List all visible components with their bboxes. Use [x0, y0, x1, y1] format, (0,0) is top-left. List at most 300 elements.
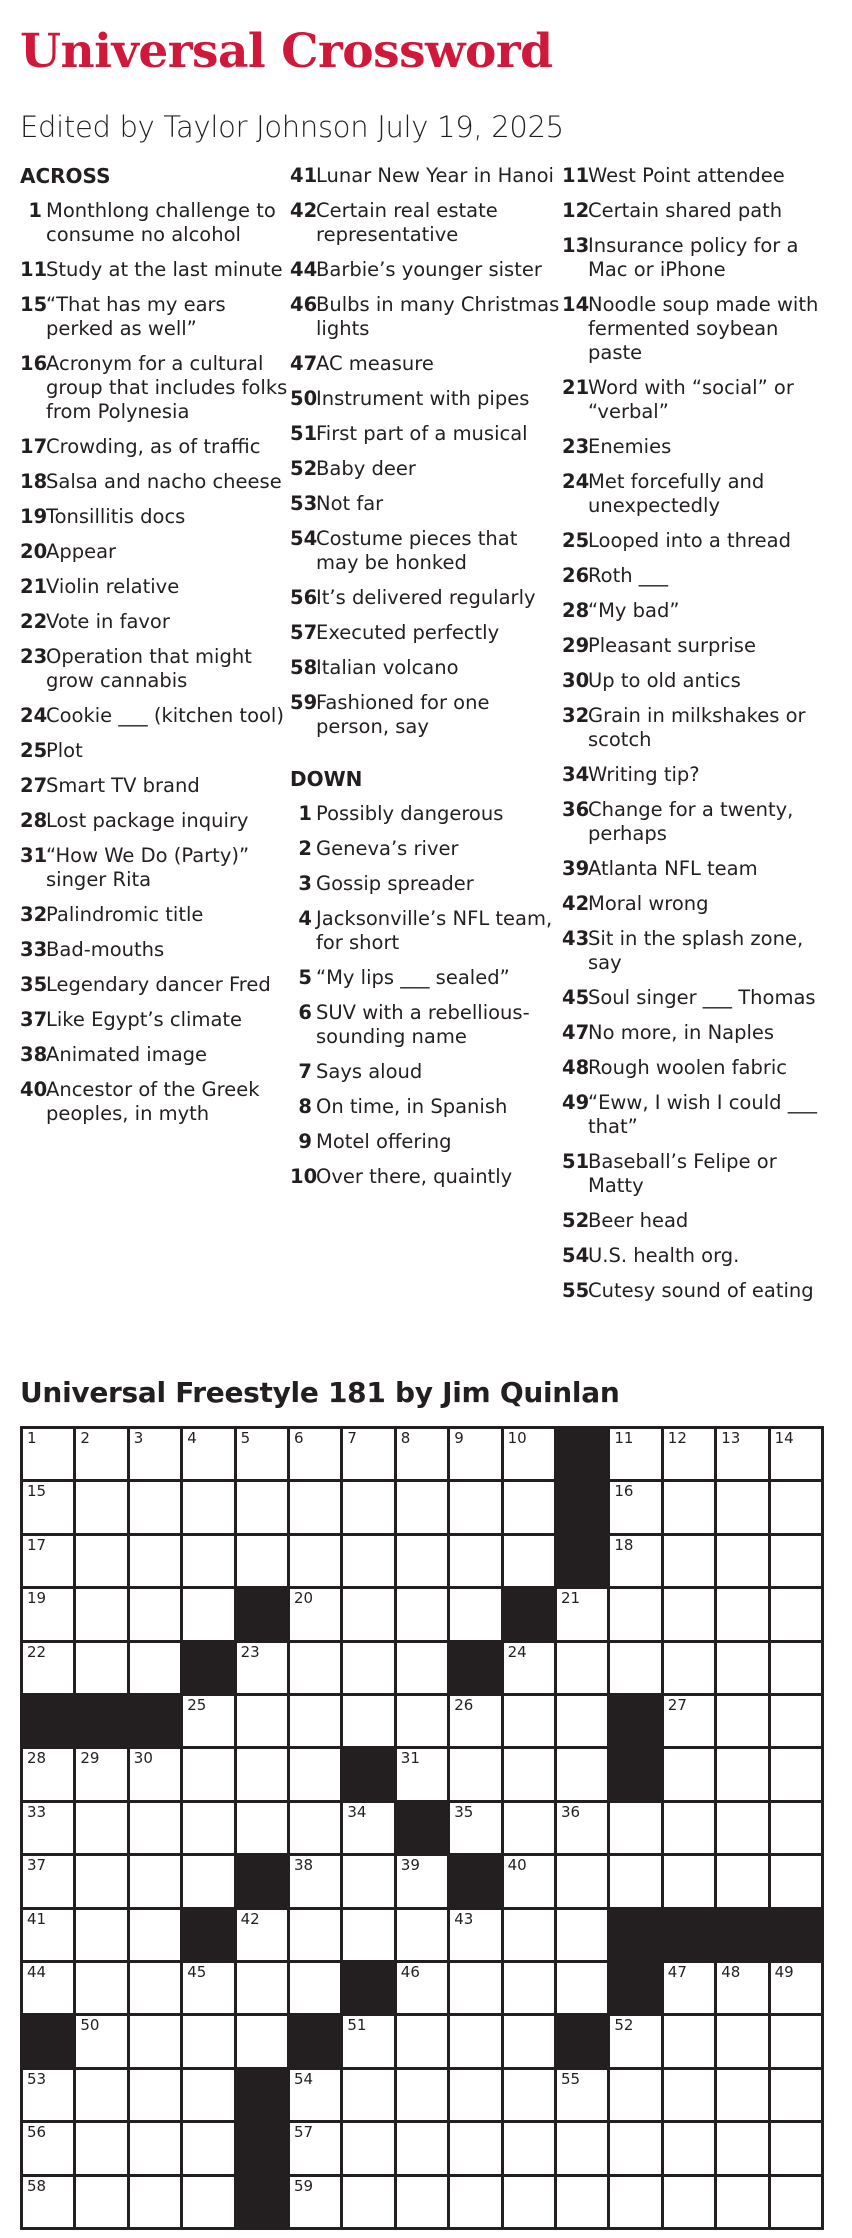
grid-cell[interactable]	[397, 2016, 447, 2066]
grid-cell[interactable]	[343, 2070, 393, 2120]
grid-cell[interactable]	[23, 1536, 73, 1586]
across-clue-57[interactable]	[290, 621, 560, 645]
grid-cell[interactable]	[450, 2070, 500, 2120]
cell-number: 21	[561, 1589, 581, 1608]
grid-cell[interactable]	[664, 1749, 714, 1799]
across-clue-24[interactable]	[20, 704, 290, 728]
grid-cell[interactable]	[504, 2070, 554, 2120]
down-clue-48[interactable]	[562, 1056, 832, 1080]
grid-cell[interactable]	[343, 2177, 393, 2227]
grid-cell[interactable]	[130, 1803, 180, 1853]
across-clue-23[interactable]	[20, 645, 290, 693]
grid-cell[interactable]	[610, 1856, 660, 1906]
grid-cell[interactable]	[183, 1963, 233, 2013]
grid-cell[interactable]	[717, 1803, 767, 1853]
across-clue-50[interactable]	[290, 387, 560, 411]
grid-cell[interactable]	[664, 2177, 714, 2227]
grid-cell[interactable]	[76, 2016, 126, 2066]
clue-text: “That has my ears perked as well”	[46, 293, 226, 340]
down-clue-25[interactable]	[562, 529, 832, 553]
grid-cell[interactable]	[76, 1429, 126, 1479]
clue-text: Geneva’s river	[316, 837, 459, 860]
grid-cell[interactable]	[290, 2070, 340, 2120]
grid-cell[interactable]	[397, 1536, 447, 1586]
grid-cell[interactable]	[717, 1749, 767, 1799]
grid-cell[interactable]	[23, 2177, 73, 2227]
down-clue-39[interactable]	[562, 857, 832, 881]
down-clue-2[interactable]	[290, 837, 560, 861]
across-clue-40[interactable]	[20, 1078, 290, 1126]
grid-cell[interactable]	[717, 2070, 767, 2120]
grid-cell[interactable]	[76, 1910, 126, 1960]
grid-cell[interactable]	[183, 1536, 233, 1586]
grid-cell[interactable]	[290, 1429, 340, 1479]
across-clue-46[interactable]	[290, 293, 560, 341]
down-clue-26[interactable]	[562, 564, 832, 588]
grid-cell[interactable]	[504, 1429, 554, 1479]
grid-cell[interactable]	[450, 1696, 500, 1746]
across-clue-53[interactable]	[290, 492, 560, 516]
clue-number: 40	[20, 1078, 48, 1101]
grid-cell[interactable]	[237, 1429, 287, 1479]
grid-cell[interactable]	[664, 2123, 714, 2173]
grid-cell[interactable]	[557, 2177, 607, 2227]
grid-cell[interactable]	[76, 1749, 126, 1799]
grid-cell[interactable]	[450, 1910, 500, 1960]
grid-cell[interactable]	[557, 2070, 607, 2120]
grid-cell[interactable]	[771, 2177, 821, 2227]
grid-cell[interactable]	[130, 1643, 180, 1693]
grid-cell[interactable]	[183, 2177, 233, 2227]
grid-cell[interactable]	[717, 1429, 767, 1479]
down-clue-49[interactable]	[562, 1091, 832, 1139]
grid-cell[interactable]	[450, 2177, 500, 2227]
grid-cell[interactable]	[450, 1536, 500, 1586]
across-clue-51[interactable]	[290, 422, 560, 446]
across-clue-20[interactable]	[20, 540, 290, 564]
grid-cell[interactable]	[664, 2016, 714, 2066]
grid-cell[interactable]	[76, 1963, 126, 2013]
grid-cell[interactable]	[557, 1749, 607, 1799]
grid-cell[interactable]	[343, 1643, 393, 1693]
down-clue-54[interactable]	[562, 1244, 832, 1268]
grid-cell[interactable]	[23, 1803, 73, 1853]
grid-cell[interactable]	[130, 1429, 180, 1479]
grid-cell[interactable]	[343, 2016, 393, 2066]
cell-number: 20	[294, 1589, 314, 1608]
grid-cell[interactable]	[610, 2123, 660, 2173]
down-clue-34[interactable]	[562, 763, 832, 787]
grid-cell[interactable]	[130, 1910, 180, 1960]
grid-cell[interactable]	[237, 2016, 287, 2066]
grid-cell[interactable]	[183, 2123, 233, 2173]
grid-cell[interactable]	[290, 1696, 340, 1746]
across-clue-37[interactable]	[20, 1008, 290, 1032]
grid-cell[interactable]	[771, 1696, 821, 1746]
grid-cell[interactable]	[343, 1429, 393, 1479]
clue-number: 42	[290, 199, 318, 222]
grid-cell[interactable]	[23, 2123, 73, 2173]
clue-text: Word with “social” or “verbal”	[588, 376, 794, 423]
grid-cell[interactable]	[717, 2016, 767, 2066]
grid-cell[interactable]	[130, 1589, 180, 1639]
down-clue-36[interactable]	[562, 798, 832, 846]
grid-cell[interactable]	[23, 1856, 73, 1906]
grid-cell[interactable]	[343, 1696, 393, 1746]
grid-cell[interactable]	[130, 1856, 180, 1906]
across-clue-42[interactable]	[290, 199, 560, 247]
grid-cell[interactable]	[450, 1963, 500, 2013]
grid-cell[interactable]	[664, 1696, 714, 1746]
grid-cell[interactable]	[76, 2123, 126, 2173]
grid-cell[interactable]	[771, 2016, 821, 2066]
grid-cell[interactable]	[23, 1482, 73, 1532]
grid-cell[interactable]	[183, 1856, 233, 1906]
grid-cell[interactable]	[397, 1429, 447, 1479]
clue-text: Italian volcano	[316, 656, 459, 679]
clue-text: Tonsillitis docs	[46, 505, 186, 528]
grid-cell[interactable]	[557, 1589, 607, 1639]
grid-cell[interactable]	[343, 2123, 393, 2173]
across-clue-16[interactable]	[20, 352, 290, 424]
across-clue-59[interactable]	[290, 691, 560, 739]
grid-cell[interactable]	[23, 1963, 73, 2013]
grid-cell[interactable]	[397, 1589, 447, 1639]
grid-cell[interactable]	[343, 1589, 393, 1639]
grid-cell[interactable]	[290, 1963, 340, 2013]
grid-cell[interactable]	[557, 2123, 607, 2173]
grid-cell[interactable]	[450, 2016, 500, 2066]
down-clue-47[interactable]	[562, 1021, 832, 1045]
grid-cell[interactable]	[183, 1696, 233, 1746]
grid-cell[interactable]	[717, 1643, 767, 1693]
grid-cell[interactable]	[76, 1803, 126, 1853]
grid-cell[interactable]	[130, 2070, 180, 2120]
grid-cell[interactable]	[504, 1482, 554, 1532]
grid-cell[interactable]	[343, 1856, 393, 1906]
grid-cell[interactable]	[397, 2070, 447, 2120]
grid-cell[interactable]	[23, 2070, 73, 2120]
grid-cell[interactable]	[771, 1803, 821, 1853]
grid-cell[interactable]	[664, 1536, 714, 1586]
grid-block	[23, 2016, 73, 2066]
grid-cell[interactable]	[771, 2070, 821, 2120]
grid-cell[interactable]	[397, 1643, 447, 1693]
down-clue-30[interactable]	[562, 669, 832, 693]
cell-number: 29	[80, 1749, 100, 1768]
grid-cell[interactable]	[397, 1963, 447, 2013]
clue-text: Noodle soup made with fermented soybean paste	[588, 293, 819, 364]
grid-cell[interactable]	[717, 1482, 767, 1532]
grid-cell[interactable]	[130, 1536, 180, 1586]
across-clue-18[interactable]	[20, 470, 290, 494]
grid-cell[interactable]	[290, 1856, 340, 1906]
grid-cell[interactable]	[717, 1589, 767, 1639]
grid-cell[interactable]	[504, 2177, 554, 2227]
grid-cell[interactable]	[610, 2016, 660, 2066]
cell-number: 34	[347, 1802, 367, 1821]
grid-cell[interactable]	[450, 1749, 500, 1799]
down-clue-45[interactable]	[562, 986, 832, 1010]
clue-number: 1	[298, 802, 312, 825]
grid-cell[interactable]	[183, 2016, 233, 2066]
grid-cell[interactable]	[450, 1803, 500, 1853]
grid-cell[interactable]	[717, 2177, 767, 2227]
across-clue-47[interactable]	[290, 352, 560, 376]
grid-cell[interactable]	[130, 2177, 180, 2227]
cell-number: 13	[721, 1429, 741, 1447]
grid-cell[interactable]	[397, 1482, 447, 1532]
down-clue-8[interactable]	[290, 1095, 560, 1119]
grid-cell[interactable]	[610, 1643, 660, 1693]
across-clue-54[interactable]	[290, 527, 560, 575]
clue-text: Salsa and nacho cheese	[46, 470, 282, 493]
grid-cell[interactable]	[23, 1910, 73, 1960]
down-clue-11[interactable]	[562, 164, 832, 188]
grid-cell[interactable]	[183, 1589, 233, 1639]
cell-number: 55	[561, 2069, 581, 2088]
grid-cell[interactable]	[664, 2070, 714, 2120]
down-clue-9[interactable]	[290, 1130, 560, 1154]
grid-cell[interactable]	[76, 2070, 126, 2120]
grid-cell[interactable]	[183, 2070, 233, 2120]
grid-cell[interactable]	[130, 2016, 180, 2066]
grid-cell[interactable]	[717, 1963, 767, 2013]
down-clue-23[interactable]	[562, 435, 832, 459]
grid-cell[interactable]	[664, 1963, 714, 2013]
grid-cell[interactable]	[504, 1910, 554, 1960]
across-clue-44[interactable]	[290, 258, 560, 282]
grid-cell[interactable]	[76, 1482, 126, 1532]
down-clue-5[interactable]	[290, 966, 560, 990]
grid-cell[interactable]	[557, 1803, 607, 1853]
grid-cell[interactable]	[664, 1856, 714, 1906]
across-clue-58[interactable]	[290, 656, 560, 680]
across-clue-35[interactable]	[20, 973, 290, 997]
grid-cell[interactable]	[237, 1482, 287, 1532]
down-clue-42[interactable]	[562, 892, 832, 916]
down-clue-29[interactable]	[562, 634, 832, 658]
grid-cell[interactable]	[610, 1536, 660, 1586]
grid-cell[interactable]	[183, 1803, 233, 1853]
down-clue-21[interactable]	[562, 376, 832, 424]
grid-cell[interactable]	[610, 2177, 660, 2227]
grid-cell[interactable]	[717, 1856, 767, 1906]
clue-number: 17	[20, 435, 48, 458]
clue-text: Motel offering	[316, 1130, 452, 1153]
grid-cell[interactable]	[290, 1749, 340, 1799]
across-clue-15[interactable]	[20, 293, 290, 341]
grid-cell[interactable]	[664, 1482, 714, 1532]
grid-cell[interactable]	[290, 2177, 340, 2227]
grid-cell[interactable]	[290, 1803, 340, 1853]
grid-cell[interactable]	[504, 1696, 554, 1746]
grid-cell[interactable]	[343, 1910, 393, 1960]
grid-cell[interactable]	[130, 1963, 180, 2013]
grid-cell[interactable]	[237, 1536, 287, 1586]
grid-cell[interactable]	[397, 1856, 447, 1906]
across-clue-31[interactable]	[20, 844, 290, 892]
grid-cell[interactable]	[504, 1749, 554, 1799]
grid-block	[290, 2016, 340, 2066]
grid-cell[interactable]	[771, 1536, 821, 1586]
grid-cell[interactable]	[771, 1963, 821, 2013]
grid-cell[interactable]	[771, 1749, 821, 1799]
across-clue-56[interactable]	[290, 586, 560, 610]
down-clue-14[interactable]	[562, 293, 832, 365]
grid-cell[interactable]	[237, 1910, 287, 1960]
grid-cell[interactable]	[397, 1749, 447, 1799]
grid-cell[interactable]	[717, 1696, 767, 1746]
grid-cell[interactable]	[610, 1429, 660, 1479]
clue-number: 19	[20, 505, 48, 528]
grid-cell[interactable]	[504, 1803, 554, 1853]
clue-text: West Point attendee	[588, 164, 785, 187]
across-clue-28[interactable]	[20, 809, 290, 833]
clue-text: Moral wrong	[588, 892, 709, 915]
across-clue-25[interactable]	[20, 739, 290, 763]
grid-cell[interactable]	[23, 1589, 73, 1639]
down-clue-43[interactable]	[562, 927, 832, 975]
grid-cell[interactable]	[290, 2123, 340, 2173]
grid-cell[interactable]	[76, 2177, 126, 2227]
grid-cell[interactable]	[504, 1643, 554, 1693]
clue-number: 52	[290, 457, 318, 480]
grid-cell[interactable]	[664, 1429, 714, 1479]
grid-cell[interactable]	[664, 1803, 714, 1853]
down-clue-55[interactable]	[562, 1279, 832, 1303]
across-clue-38[interactable]	[20, 1043, 290, 1067]
grid-cell[interactable]	[343, 1803, 393, 1853]
down-clue-32[interactable]	[562, 704, 832, 752]
down-clue-12[interactable]	[562, 199, 832, 223]
cell-number: 43	[454, 1909, 474, 1928]
across-clue-19[interactable]	[20, 505, 290, 529]
grid-cell[interactable]	[343, 1482, 393, 1532]
grid-cell[interactable]	[130, 2123, 180, 2173]
across-clue-1[interactable]	[20, 199, 290, 247]
grid-cell[interactable]	[771, 1482, 821, 1532]
grid-cell[interactable]	[290, 1910, 340, 1960]
grid-cell[interactable]	[610, 2070, 660, 2120]
grid-cell[interactable]	[23, 1429, 73, 1479]
across-clue-41[interactable]	[290, 164, 560, 188]
clue-number: 37	[20, 1008, 48, 1031]
grid-cell[interactable]	[290, 1536, 340, 1586]
down-clue-51[interactable]	[562, 1150, 832, 1198]
grid-cell[interactable]	[610, 1482, 660, 1532]
across-clue-17[interactable]	[20, 435, 290, 459]
grid-cell[interactable]	[23, 1643, 73, 1693]
down-clue-1[interactable]	[290, 802, 560, 826]
down-clue-10[interactable]	[290, 1165, 560, 1189]
grid-block	[183, 1910, 233, 1960]
across-clue-11[interactable]	[20, 258, 290, 282]
grid-cell[interactable]	[76, 1589, 126, 1639]
grid-cell[interactable]	[557, 1910, 607, 1960]
down-clue-24[interactable]	[562, 470, 832, 518]
down-clue-6[interactable]	[290, 1001, 560, 1049]
down-clue-28[interactable]	[562, 599, 832, 623]
grid-cell[interactable]	[771, 1589, 821, 1639]
grid-cell[interactable]	[76, 1856, 126, 1906]
grid-cell[interactable]	[290, 1589, 340, 1639]
clue-number: 9	[298, 1130, 312, 1153]
across-clue-52[interactable]	[290, 457, 560, 481]
grid-cell[interactable]	[557, 1696, 607, 1746]
grid-cell[interactable]	[237, 1643, 287, 1693]
grid-cell[interactable]	[397, 1910, 447, 1960]
down-clue-3[interactable]	[290, 872, 560, 896]
across-clue-21[interactable]	[20, 575, 290, 599]
clue-text: No more, in Naples	[588, 1021, 775, 1044]
grid-cell[interactable]	[130, 1749, 180, 1799]
grid-cell[interactable]	[504, 2123, 554, 2173]
cell-number: 8	[400, 1429, 411, 1447]
across-clue-27[interactable]	[20, 774, 290, 798]
grid-cell[interactable]	[610, 1803, 660, 1853]
grid-cell[interactable]	[76, 1643, 126, 1693]
across-clue-33[interactable]	[20, 938, 290, 962]
grid-cell[interactable]	[290, 1482, 340, 1532]
grid-cell[interactable]	[504, 1856, 554, 1906]
grid-cell[interactable]	[397, 2123, 447, 2173]
grid-cell[interactable]	[237, 1749, 287, 1799]
grid-cell[interactable]	[557, 1643, 607, 1693]
across-clue-32[interactable]	[20, 903, 290, 927]
grid-cell[interactable]	[610, 1589, 660, 1639]
grid-cell[interactable]	[504, 1963, 554, 2013]
grid-cell[interactable]	[237, 1696, 287, 1746]
grid-cell[interactable]	[183, 1482, 233, 1532]
grid-cell[interactable]	[771, 2123, 821, 2173]
grid-cell[interactable]	[771, 1429, 821, 1479]
grid-cell[interactable]	[504, 1536, 554, 1586]
clue-text: Cookie ___ (kitchen tool)	[46, 704, 284, 727]
down-clue-7[interactable]	[290, 1060, 560, 1084]
grid-cell[interactable]	[717, 2123, 767, 2173]
grid-cell[interactable]	[397, 2177, 447, 2227]
grid-cell[interactable]	[130, 1482, 180, 1532]
grid-cell[interactable]	[76, 1536, 126, 1586]
grid-cell[interactable]	[717, 1536, 767, 1586]
grid-cell[interactable]	[290, 1643, 340, 1693]
grid-cell[interactable]	[450, 1589, 500, 1639]
down-clue-52[interactable]	[562, 1209, 832, 1233]
grid-cell[interactable]	[504, 2016, 554, 2066]
grid-cell[interactable]	[343, 1536, 393, 1586]
grid-cell[interactable]	[397, 1696, 447, 1746]
grid-cell[interactable]	[664, 1589, 714, 1639]
grid-cell[interactable]	[450, 2123, 500, 2173]
grid-cell[interactable]	[23, 1749, 73, 1799]
grid-cell[interactable]	[771, 1856, 821, 1906]
down-clue-13[interactable]	[562, 234, 832, 282]
grid-cell[interactable]	[237, 1803, 287, 1853]
grid-cell[interactable]	[237, 1963, 287, 2013]
grid-cell[interactable]	[557, 1963, 607, 2013]
grid-cell[interactable]	[664, 1643, 714, 1693]
grid-block	[23, 1696, 73, 1746]
down-clue-4[interactable]	[290, 907, 560, 955]
grid-cell[interactable]	[450, 1429, 500, 1479]
grid-cell[interactable]	[771, 1643, 821, 1693]
grid-cell[interactable]	[557, 1856, 607, 1906]
grid-cell[interactable]	[183, 1429, 233, 1479]
grid-cell[interactable]	[183, 1749, 233, 1799]
across-clue-22[interactable]	[20, 610, 290, 634]
grid-cell[interactable]	[450, 1482, 500, 1532]
